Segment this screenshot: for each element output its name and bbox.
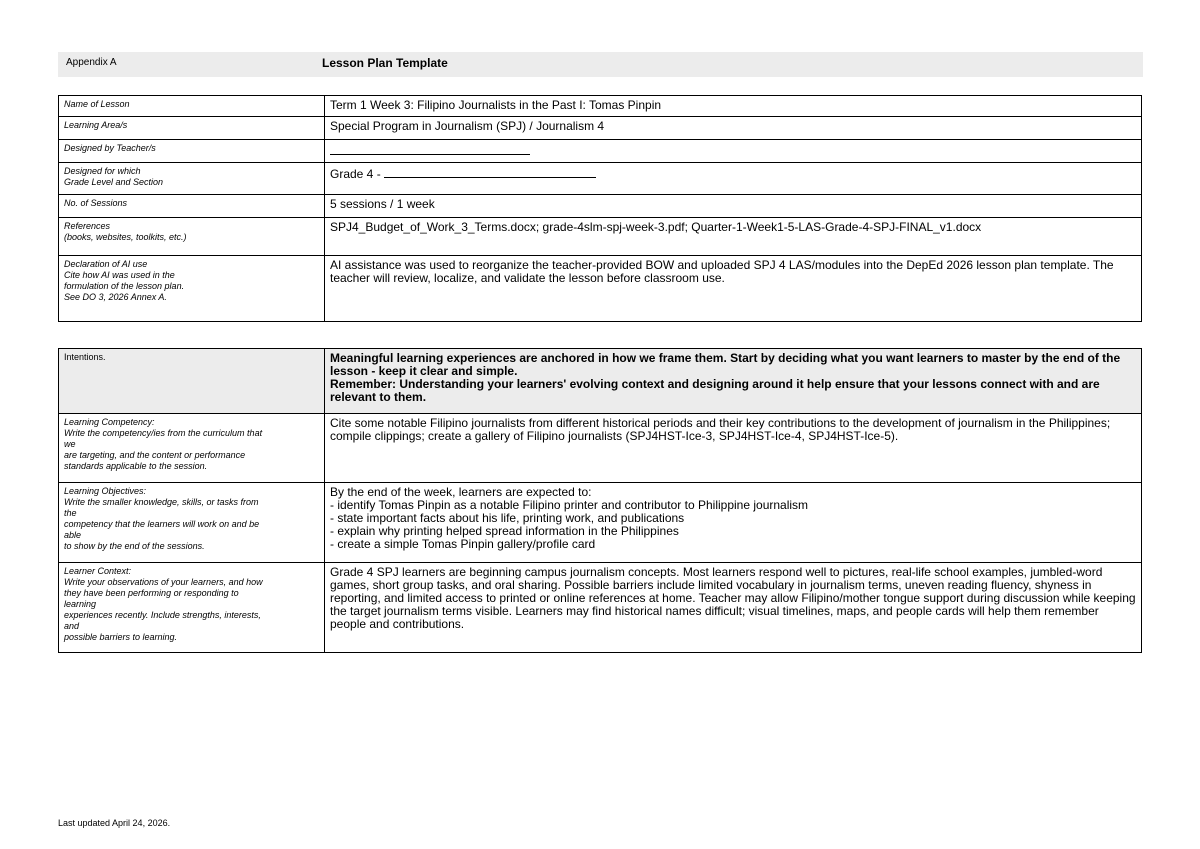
- label-name-of-lesson: Name of Lesson: [59, 96, 325, 117]
- value-sessions[interactable]: 5 sessions / 1 week: [325, 195, 1142, 218]
- row-designed-by: [59, 140, 1142, 163]
- label-references: References (books, websites, toolkits, etc.): [59, 218, 325, 256]
- value-grade-level[interactable]: Grade 4 -: [325, 163, 1142, 195]
- label-learning-competency: Learning Competency: Write the competency/ies from the curriculum that we are targeting, and the content or performance standards applicable to the session.: [59, 414, 325, 483]
- label-learning-area: Learning Area/s: [59, 117, 325, 140]
- value-references[interactable]: SPJ4_Budget_of_Work_3_Terms.docx; grade-4slm-spj-week-3.pdf; Quarter-1-Week1-5-LAS-Grade-4-SPJ-FINAL_v1.docx: [325, 218, 1142, 256]
- objective-item: - create a simple Tomas Pinpin gallery/profile card: [330, 537, 596, 551]
- label-learner-context: Learner Context: Write your observations of your learners, and how they have been performing or responding to learning experiences recently. Include strengths, interests, and possible barriers to learning.: [59, 563, 325, 653]
- value-learner-context[interactable]: Grade 4 SPJ learners are beginning campus journalism concepts. Most learners respond well to pictures, real-life school examples, jumbled-word games, short group tasks, and oral sharing. Possible barriers include limited vocabulary in journalism terms, uneven reading fluency, shyness in reporting, and limited access to printed or online references at home. Teacher may allow Filipino/mother tongue support during discussion while keeping the target journalism terms visible. Learners may find historical names difficult; visual timelines, maps, and people cards will help them remember people and contributions.: [325, 563, 1142, 653]
- row-intentions: [59, 349, 1142, 414]
- row-learning-objectives: [59, 483, 1142, 563]
- value-learning-competency[interactable]: Cite some notable Filipino journalists from different historical periods and their key contributions to the development of journalism in the Philippines; compile clippings; create a gallery of Filipino journalists (SPJ4HST-Ice-3, SPJ4HST-Ice-4, SPJ4HST-Ice-5).: [325, 414, 1142, 483]
- row-learning-competency: [59, 414, 1142, 483]
- value-learning-area[interactable]: Special Program in Journalism (SPJ) / Journalism 4: [325, 117, 1142, 140]
- label-intentions: Intentions.: [59, 349, 325, 414]
- row-ai-declaration: [59, 256, 1142, 322]
- objective-item: - identify Tomas Pinpin as a notable Filipino printer and contributor to Philippine journalism: [330, 498, 809, 512]
- value-learning-objectives[interactable]: [325, 483, 1142, 563]
- row-learning-area: [59, 117, 1142, 140]
- row-name-of-lesson: [59, 96, 1142, 117]
- value-designed-by[interactable]: [325, 140, 1142, 163]
- grade-section-blank[interactable]: [384, 166, 596, 178]
- objective-item: - explain why printing helped spread information in the Philippines: [330, 524, 679, 538]
- value-ai-declaration[interactable]: AI assistance was used to reorganize the teacher-provided BOW and uploaded SPJ 4 LAS/modules into the DepEd 2026 lesson plan template. The teacher will review, localize, and validate the lesson before classroom use.: [325, 256, 1142, 322]
- value-name-of-lesson[interactable]: Term 1 Week 3: Filipino Journalists in the Past I: Tomas Pinpin: [325, 96, 1142, 117]
- label-ai-declaration: Declaration of AI use Cite how AI was used in the formulation of the lesson plan. See DO 3, 2026 Annex A.: [59, 256, 325, 322]
- row-sessions: [59, 195, 1142, 218]
- label-grade-level: Designed for which Grade Level and Section: [59, 163, 325, 195]
- objective-item: - state important facts about his life, printing work, and publications: [330, 511, 685, 525]
- intentions-text: Meaningful learning experiences are anchored in how we frame them. Start by deciding what you want learners to master by the end of the lesson - keep it clear and simple. Remember: Understanding your learners' evolving context and designing around it help ensure that your lessons connect with and are relevant to them.: [325, 349, 1142, 414]
- label-sessions: No. of Sessions: [59, 195, 325, 218]
- row-references: [59, 218, 1142, 256]
- intentions-table: [58, 348, 1142, 653]
- last-updated-footer: Last updated April 24, 2026.: [58, 818, 171, 828]
- page-title: Lesson Plan Template: [322, 56, 448, 70]
- objectives-intro: By the end of the week, learners are expected to:: [330, 485, 592, 499]
- designed-by-blank[interactable]: [330, 143, 530, 155]
- row-grade-level: [59, 163, 1142, 195]
- row-learner-context: [59, 563, 1142, 653]
- appendix-label: Appendix A: [66, 57, 117, 68]
- page-header: [58, 52, 1143, 77]
- label-designed-by: Designed by Teacher/s: [59, 140, 325, 163]
- lesson-info-table: [58, 95, 1142, 322]
- label-learning-objectives: Learning Objectives: Write the smaller knowledge, skills, or tasks from the competency that the learners will work on and be able to show by the end of the sessions.: [59, 483, 325, 563]
